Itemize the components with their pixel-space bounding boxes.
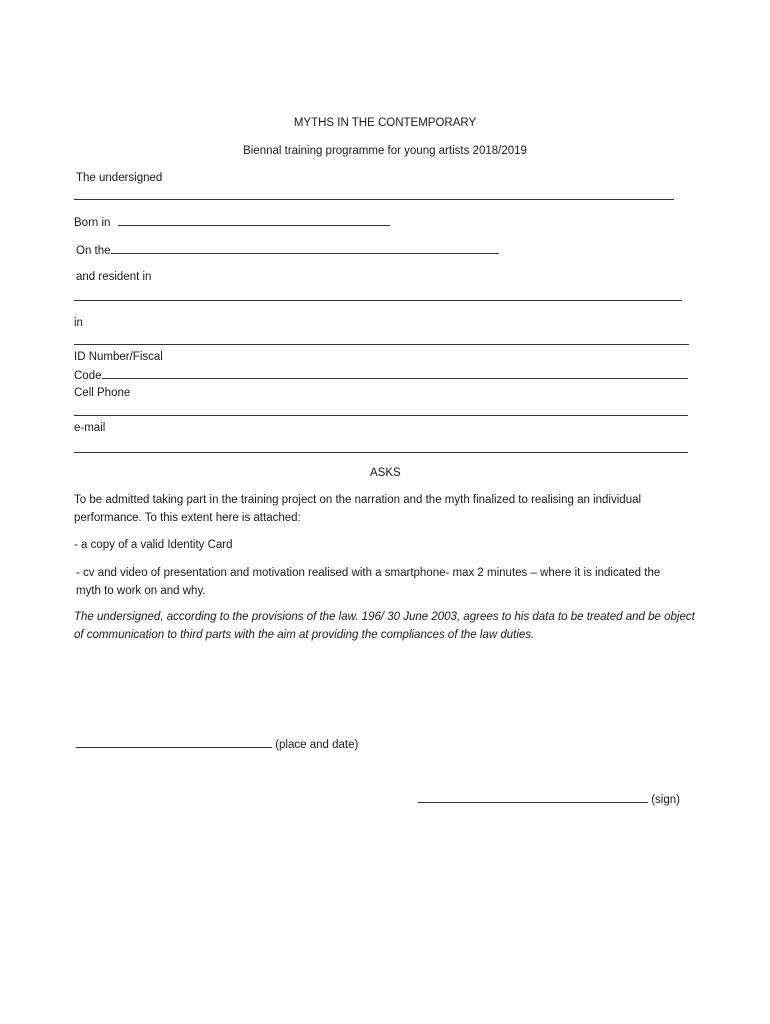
in-field[interactable] <box>74 344 689 345</box>
on-the-label <box>76 243 499 259</box>
document-title: MYTHS IN THE CONTEMPORARY <box>293 117 477 129</box>
born-in-field[interactable] <box>118 215 390 226</box>
asks-heading: ASKS <box>370 467 401 479</box>
cell-phone-field[interactable] <box>74 415 688 416</box>
attachment-identity-card: - a copy of a valid Identity Card <box>74 539 233 551</box>
place-date-line <box>76 737 358 753</box>
born-in-label <box>74 215 390 231</box>
undersigned-field[interactable] <box>74 199 674 200</box>
on-the-field[interactable] <box>111 243 499 254</box>
undersigned-label: The undersigned <box>76 172 163 184</box>
privacy-paragraph: The undersigned, according to the provisions of the law. 196/ 30 June 2003, agrees to his data to be treated and be object of communication to third parts with the aim at providing the compliances of the law duties. <box>74 611 695 641</box>
attachment-cv-video: - cv and video of presentation and motivation realised with a smartphone- max 2 minutes – where it is indicated the myth to work on and why. <box>76 567 661 597</box>
email-field[interactable] <box>74 452 688 453</box>
email-label: e-mail <box>74 422 106 434</box>
sign-line <box>418 792 680 808</box>
on-the-text: On the <box>76 245 111 257</box>
sign-label: (sign) <box>651 794 680 806</box>
place-date-field[interactable] <box>76 737 272 748</box>
resident-label: and resident in <box>76 271 152 283</box>
resident-field[interactable] <box>74 300 682 301</box>
fiscal-code-text: Code <box>74 370 102 382</box>
fiscal-code-field[interactable] <box>102 368 688 379</box>
signature-field[interactable] <box>418 792 648 803</box>
request-paragraph: To be admitted taking part in the training project on the narration and the myth finalized to realising an individual performance. To this extent here is attached: <box>74 494 642 524</box>
born-in-text: Born in <box>74 217 111 229</box>
document-subtitle: Biennal training programme for young artists 2018/2019 <box>243 145 527 157</box>
cell-phone-label: Cell Phone <box>74 387 131 399</box>
id-number-label: ID Number/Fiscal <box>74 351 163 363</box>
in-label: in <box>74 317 83 329</box>
fiscal-code-label <box>74 368 688 384</box>
place-date-label: (place and date) <box>275 739 359 751</box>
